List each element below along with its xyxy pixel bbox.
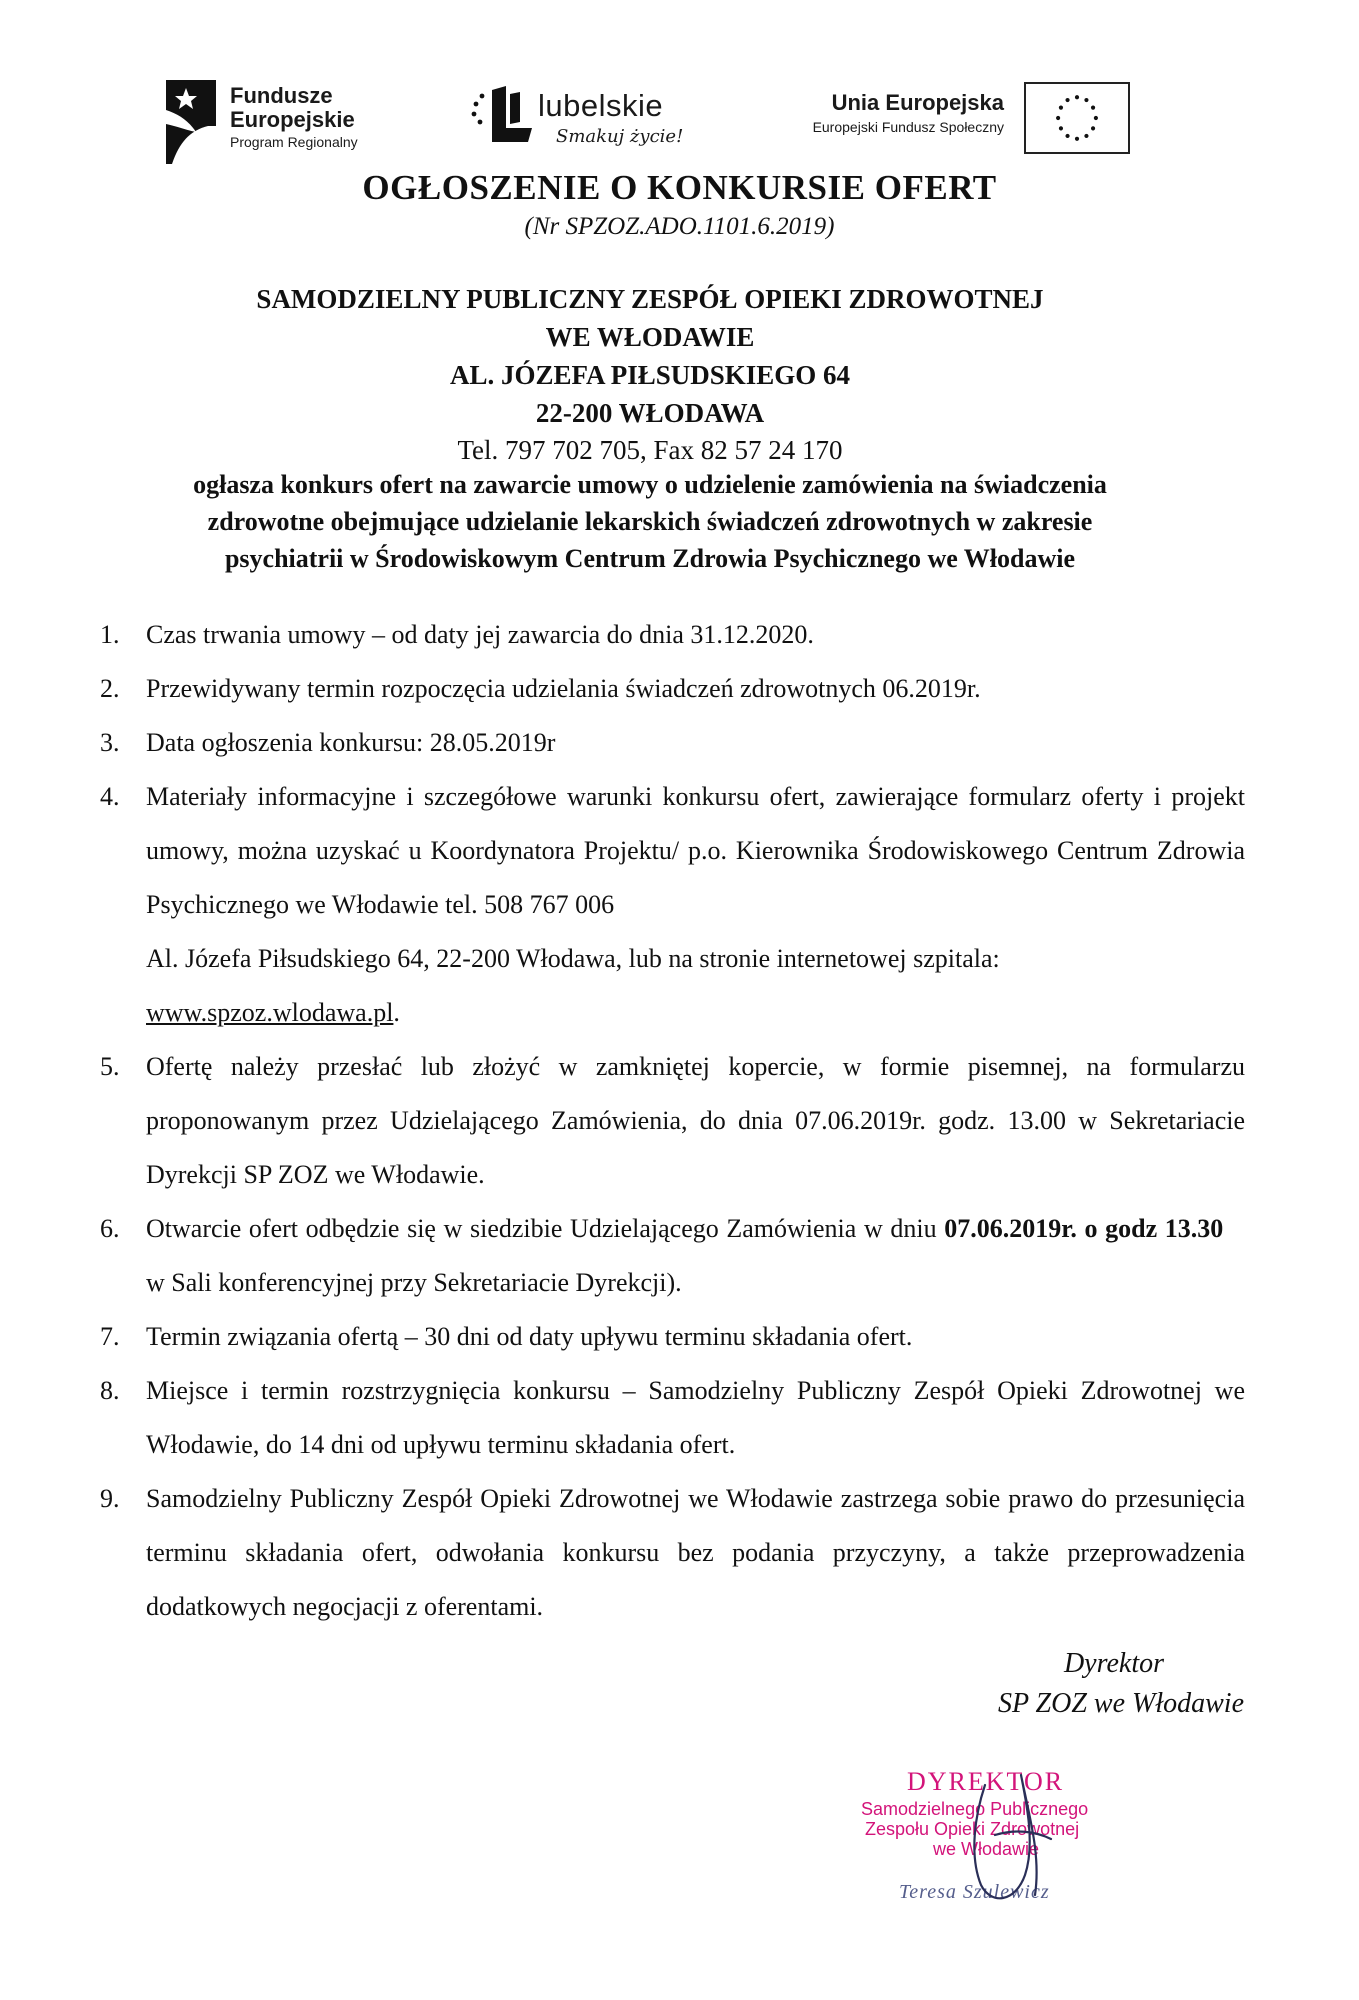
stamp-signatory-name: Teresa Szulewicz [899,1881,1050,1903]
item-text: Miejsce i termin rozstrzygnięcia konkursu – Samodzielny Publiczny Zespół Opieki Zdrowotnej we Włodawie, do 14 dni od upływu terminu składania ofert. [146,1376,1245,1459]
stamp-line2: Zespołu Opieki Zdrowotnej [865,1819,1080,1839]
item-number: 5. [100,1052,120,1081]
list-item-6 [100,1202,1245,1310]
fe-line1: Fundusze [230,83,333,108]
item-text: Termin związania ofertą – 30 dni od daty upływu terminu składania ofert. [146,1322,913,1351]
item-text [146,1202,1245,1310]
lubelskie-icon [470,84,534,146]
conditions-list [100,608,1245,1634]
eu-line1: Unia Europejska [831,90,1004,115]
list-item-5 [100,1040,1245,1202]
signatory-role: Dyrektor [1063,1648,1164,1679]
announcement-line2: zdrowotne obejmujące udzielanie lekarskich świadczeń zdrowotnych w zakresie [207,507,1093,536]
fundusze-europejskie-icon [166,80,216,164]
fe-line3: Program Regionalny [230,134,358,150]
lubelskie-name: lubelskie [538,88,664,123]
item-number: 6. [100,1214,120,1243]
org-name-line1: SAMODZIELNY PUBLICZNY ZESPÓŁ OPIEKI ZDROWOTNEJ [256,284,1044,314]
item-number: 2. [100,674,120,703]
item-text: Ofertę należy przesłać lub złożyć w zamkniętej kopercie, w formie pisemnej, na formularzu proponowanym przez Udzielającego Zamówienia, do dnia 07.06.2019r. godz. 13.00 w Sekretariacie Dyrekcji SP ZOZ we Włodawie. [146,1052,1245,1189]
list-item-9 [100,1472,1245,1634]
official-stamp [855,1765,1145,1915]
item-number: 1. [100,620,120,649]
list-item-8 [100,1364,1245,1472]
eu-logo [760,78,1130,166]
reference-number: (Nr SPZOZ.ADO.1101.6.2019) [524,213,835,240]
org-name-line2: WE WŁODAWIE [545,322,755,352]
org-address-line2: 22-200 WŁODAWA [535,398,765,428]
signatory-org: SP ZOZ we Włodawie [997,1688,1244,1719]
organization-block [0,280,1300,468]
item-number: 3. [100,728,120,757]
item-number: 7. [100,1322,120,1351]
item-text: Materiały informacyjne i szczegółowe warunki konkursu ofert, zawierające formularz oferty i projekt umowy, można uzyskać u Koordynatora Projektu/ p.o. Kierownika Środowiskowego Centrum Zdrowia Psychicznego we Włodawie tel. 508 767 006 [146,782,1245,919]
page-title: OGŁOSZENIE O KONKURSIE OFERT [362,168,997,207]
document-header [0,166,1359,244]
fundusze-europejskie-logo [160,78,420,166]
eu-flag-icon [1024,82,1130,154]
list-item-4 [100,770,1245,1040]
list-item-2 [100,662,1245,716]
org-address-line1: AL. JÓZEFA PIŁSUDSKIEGO 64 [449,360,851,390]
stamp-heading: DYREKTOR [907,1767,1065,1796]
item-text: Czas trwania umowy – od daty jej zawarcia do dnia 31.12.2020. [146,620,814,649]
stamp-line3: we Włodawie [933,1839,1040,1859]
item-number: 9. [100,1484,120,1513]
fe-line2: Europejskie [230,107,355,132]
signature-block [998,1644,1244,1724]
opening-datetime: 07.06.2019r. o godz 13.30 [944,1214,1224,1243]
item-number: 4. [100,782,120,811]
item-text: Przewidywany termin rozpoczęcia udzielania świadczeń zdrowotnych 06.2019r. [146,674,981,703]
item-text-address: Al. Józefa Piłsudskiego 64, 22-200 Włodawa, lub na stronie internetowej szpitala: [146,944,1000,973]
announcement-line3: psychiatrii w Środowiskowym Centrum Zdrowia Psychicznego we Włodawie [224,544,1076,573]
eu-line2: Europejski Fundusz Społeczny [812,119,1004,135]
list-item-7 [100,1310,1245,1364]
url-tail: . [393,998,400,1027]
logo-bar [160,78,1130,168]
announcement [90,466,1210,577]
item-text-main: Otwarcie ofert odbędzie się w siedzibie Udzielającego Zamówienia w dniu [146,1214,937,1243]
item-text: Samodzielny Publiczny Zespół Opieki Zdrowotnej we Włodawie zastrzega sobie prawo do przesunięcia terminu składania ofert, odwołania konkursu bez podania przyczyny, a także przeprowadzenia dodatkowych negocjacji z oferentami. [146,1484,1245,1621]
list-item-1 [100,608,1245,662]
handwritten-signature-icon [955,1765,1065,1915]
item-number: 8. [100,1376,120,1405]
org-phone: Tel. 797 702 705, Fax 82 57 24 170 [457,435,843,465]
lubelskie-tagline: Smakuj życie! [556,126,684,147]
lubelskie-logo [470,78,700,166]
item-text-rest: w Sali konferencyjnej przy Sekretariacie Dyrekcji). [146,1268,682,1297]
announcement-line1: ogłasza konkurs ofert na zawarcie umowy o udzielenie zamówienia na świadczenia [193,470,1107,499]
item-text: Data ogłoszenia konkursu: 28.05.2019r [146,728,556,757]
hospital-website-link[interactable]: www.spzoz.wlodawa.pl [146,998,394,1027]
list-item-3 [100,716,1245,770]
stamp-line1: Samodzielnego Publicznego [861,1799,1089,1819]
item-text-url-line [146,986,1245,1040]
